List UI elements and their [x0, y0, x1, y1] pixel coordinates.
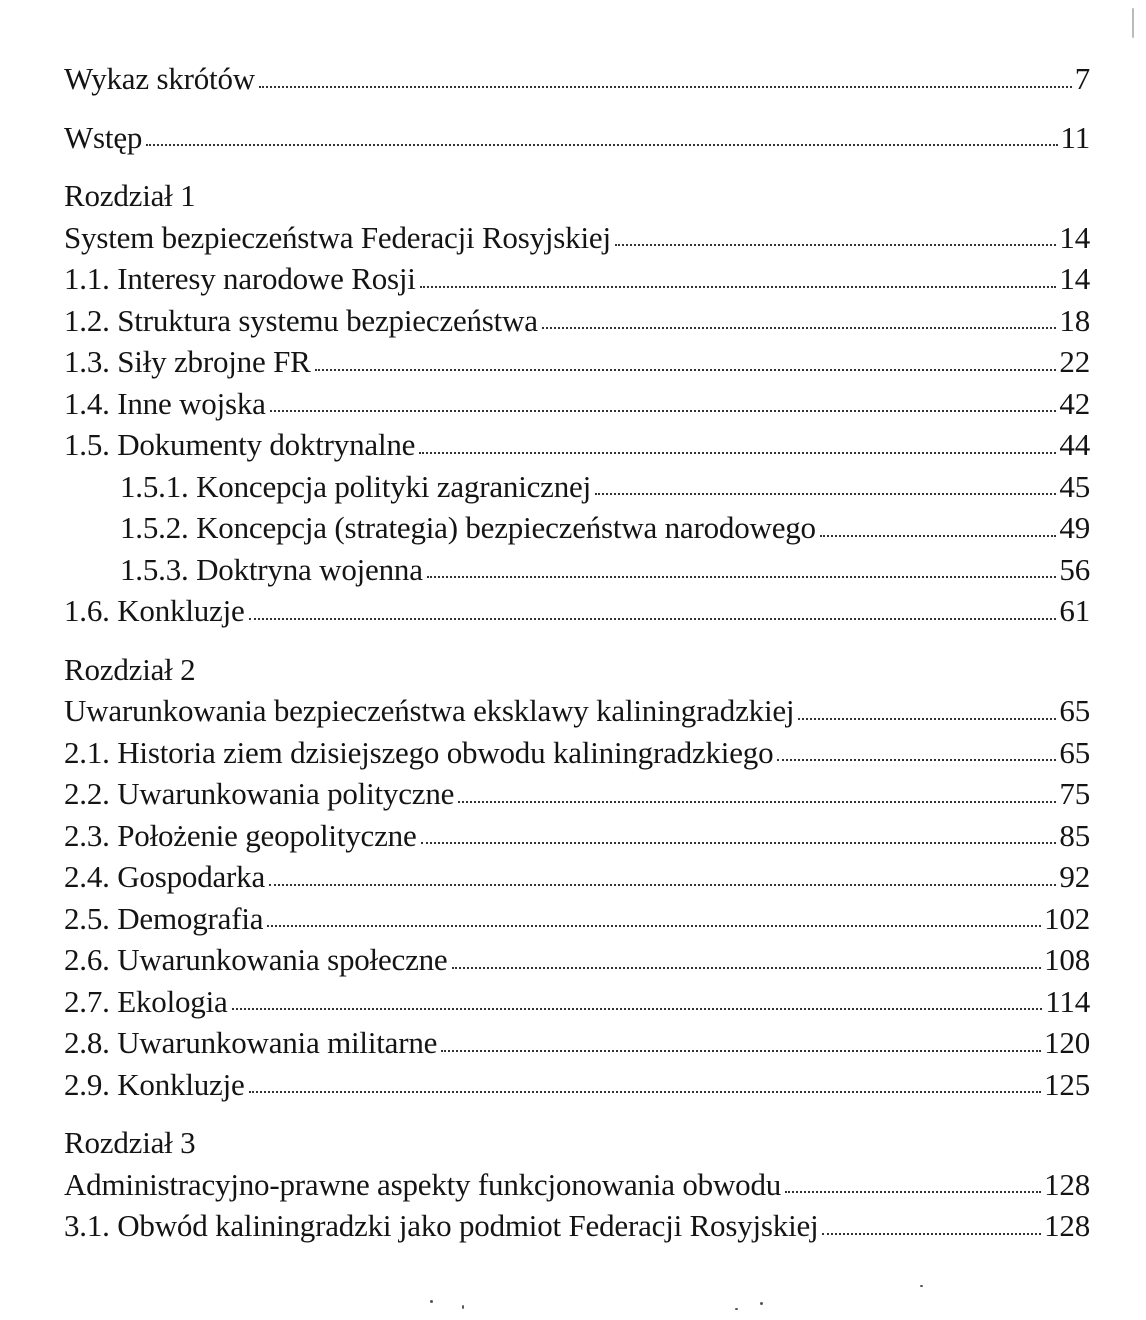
toc-entry-label: 2.5. Demografia: [64, 900, 264, 936]
leader-dots: [315, 365, 1057, 371]
toc-page-number: 18: [1059, 302, 1090, 338]
scan-speck: [735, 1308, 738, 1310]
toc-entry-label: Wstęp: [64, 119, 143, 155]
chapter-title-entry: [64, 1164, 1090, 1206]
leader-dots: [427, 572, 1057, 578]
toc-subentry: [64, 507, 1090, 549]
chapter-title-entry: [64, 217, 1090, 259]
leader-dots: [270, 406, 1057, 412]
toc-entry-label: 1.4. Inne wojska: [64, 385, 266, 421]
toc-page-number: 125: [1044, 1066, 1090, 1102]
chapter-title-entry: [64, 690, 1090, 732]
toc-page-number: 85: [1059, 817, 1090, 853]
toc-entry-label: 1.6. Konkluzje: [64, 593, 245, 628]
toc-entry-abbreviations: [64, 58, 1090, 100]
leader-dots: [259, 82, 1072, 88]
toc-page-number: 14: [1059, 219, 1090, 255]
toc-page-number: 42: [1059, 385, 1090, 421]
leader-dots: [615, 240, 1057, 246]
toc-page-number: 44: [1059, 427, 1090, 462]
toc-entry-label: 2.1. Historia ziem dzisiejszego obwodu kaliningradzkiego: [64, 734, 774, 770]
scan-speck: [920, 1285, 923, 1287]
toc-entry: [64, 856, 1090, 898]
toc-entry-label: 1.5.3. Doktryna wojenna: [120, 551, 423, 587]
leader-dots: [419, 448, 1056, 454]
toc-entry: [64, 1022, 1090, 1064]
leader-dots: [249, 1087, 1042, 1093]
leader-dots: [458, 797, 1056, 803]
toc-page-number: 56: [1059, 551, 1090, 587]
toc-entry: [64, 815, 1090, 857]
toc-page-number: 61: [1059, 593, 1090, 628]
leader-dots: [595, 489, 1056, 495]
toc-entry: [64, 341, 1090, 383]
toc-page-number: 7: [1074, 61, 1090, 96]
toc-entry: [64, 590, 1090, 632]
toc-entry-label: 1.5.1. Koncepcja polityki zagranicznej: [120, 468, 591, 504]
leader-dots: [820, 531, 1057, 537]
toc-page-number: 120: [1044, 1025, 1090, 1060]
toc-page-number: 108: [1044, 942, 1090, 977]
toc-entry-label: Wykaz skrótów: [64, 61, 255, 96]
toc-entry-label: 2.3. Położenie geopolityczne: [64, 817, 417, 853]
toc-entry-label: 2.4. Gospodarka: [64, 859, 266, 894]
toc-entry-label: System bezpieczeństwa Federacji Rosyjskiej: [64, 219, 611, 255]
leader-dots: [777, 755, 1056, 761]
toc-page-number: 102: [1044, 900, 1090, 936]
leader-dots: [542, 323, 1057, 329]
leader-dots: [798, 714, 1056, 720]
toc-entry-label: 1.1. Interesy narodowe Rosji: [64, 261, 416, 296]
toc-page-number: 65: [1059, 734, 1090, 770]
toc-page-number: 75: [1059, 776, 1090, 811]
toc-entry: [64, 898, 1090, 940]
toc-entry: [64, 383, 1090, 425]
chapter-heading: Rozdział 2: [64, 651, 196, 687]
toc-page-number: 45: [1059, 468, 1090, 504]
toc-entry-label: 1.5. Dokumenty doktrynalne: [64, 427, 416, 462]
toc-entry-label: 3.1. Obwód kaliningradzki jako podmiot Federacji Rosyjskiej: [64, 1208, 819, 1243]
toc-page-number: 128: [1044, 1208, 1090, 1243]
leader-dots: [822, 1229, 1041, 1235]
scan-speck: [462, 1305, 464, 1309]
toc-entry: [64, 981, 1090, 1023]
scan-speck: [1132, 8, 1134, 38]
toc-entry-label: 2.8. Uwarunkowania militarne: [64, 1025, 438, 1060]
scan-speck: [430, 1300, 433, 1303]
toc-page-number: 65: [1059, 693, 1090, 728]
toc-entry-label: Uwarunkowania bezpieczeństwa eksklawy kaliningradzkiej: [64, 693, 795, 728]
leader-dots: [269, 880, 1056, 886]
leader-dots: [420, 282, 1057, 288]
toc-page-number: 22: [1059, 344, 1090, 379]
toc-entry: [64, 300, 1090, 342]
toc-subentry: [64, 466, 1090, 508]
toc-entry: [64, 258, 1090, 300]
toc-entry: [64, 939, 1090, 981]
toc-entry-label: Administracyjno-prawne aspekty funkcjonowania obwodu: [64, 1166, 782, 1202]
table-of-contents: [64, 58, 1090, 1247]
toc-entry: [64, 773, 1090, 815]
leader-dots: [232, 1004, 1043, 1010]
toc-page-number: 49: [1059, 510, 1090, 545]
toc-entry: [64, 1205, 1090, 1247]
toc-page-number: 128: [1044, 1166, 1090, 1202]
toc-page-number: 114: [1045, 983, 1090, 1019]
toc-entry-label: 1.3. Siły zbrojne FR: [64, 344, 311, 379]
toc-entry-label: 2.9. Konkluzje: [64, 1066, 245, 1102]
toc-entry: [64, 424, 1090, 466]
scan-speck: [760, 1302, 763, 1305]
leader-dots: [452, 963, 1042, 969]
toc-entry-label: 1.5.2. Koncepcja (strategia) bezpieczeństwa narodowego: [120, 510, 816, 545]
leader-dots: [249, 614, 1057, 620]
toc-entry: [64, 732, 1090, 774]
toc-page-number: 11: [1060, 119, 1090, 155]
toc-entry-label: 1.2. Struktura systemu bezpieczeństwa: [64, 302, 538, 338]
toc-entry-introduction: [64, 117, 1090, 159]
toc-entry-label: 2.6. Uwarunkowania społeczne: [64, 942, 448, 977]
toc-entry-label: 2.2. Uwarunkowania polityczne: [64, 776, 455, 811]
chapter-heading: Rozdział 1: [64, 178, 196, 213]
leader-dots: [785, 1187, 1041, 1193]
chapter-heading: Rozdział 3: [64, 1125, 196, 1160]
toc-entry: [64, 1064, 1090, 1106]
toc-entry-label: 2.7. Ekologia: [64, 983, 228, 1019]
toc-page-number: 92: [1059, 859, 1090, 894]
leader-dots: [146, 140, 1057, 146]
leader-dots: [267, 921, 1041, 927]
leader-dots: [441, 1046, 1041, 1052]
leader-dots: [421, 838, 1057, 844]
toc-page-number: 14: [1059, 261, 1090, 296]
toc-subentry: [64, 549, 1090, 591]
